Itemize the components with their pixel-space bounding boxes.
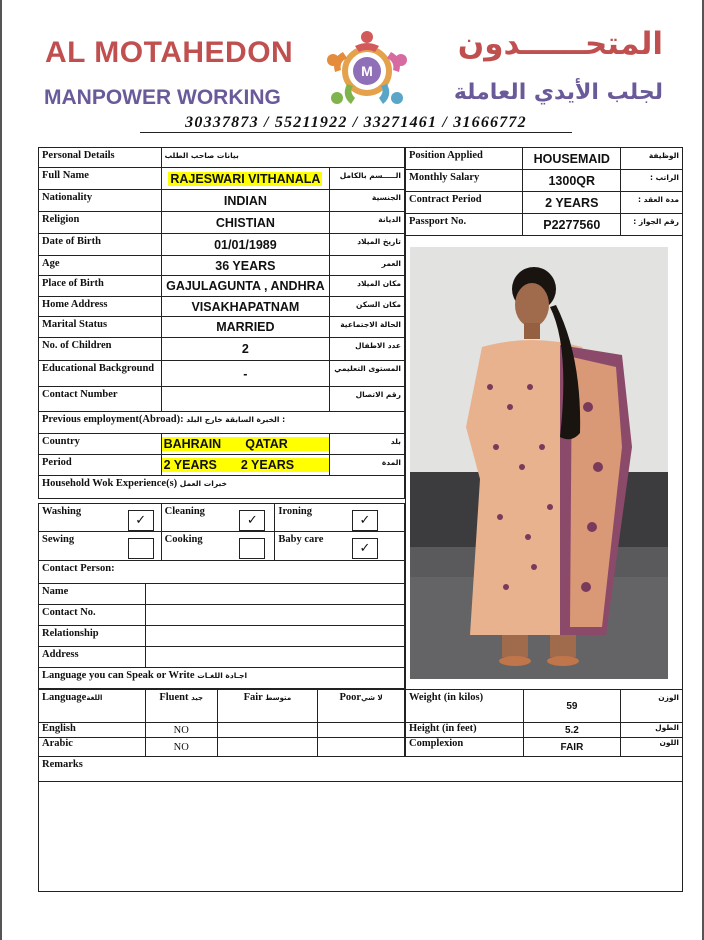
- personal-details-heading-ar: بيانات صاحب الطلب: [161, 148, 404, 168]
- row-label-ar: مكان الميلاد: [330, 276, 405, 297]
- company-logo-icon: [317, 28, 417, 114]
- english-fair: [217, 723, 318, 738]
- table-row: [406, 192, 683, 214]
- row-label: Place of Birth: [39, 276, 162, 297]
- country-values: BAHRAIN QATAR: [161, 434, 330, 455]
- row-label-ar: الـــــسم بالكامل: [330, 168, 405, 190]
- row-label: Nationality: [39, 190, 162, 212]
- row-label-ar: المستوى التعليمي: [330, 361, 405, 387]
- row-label-ar: اللون: [621, 738, 683, 757]
- row-label-ar: الطول: [621, 723, 683, 738]
- logo-letter: M: [361, 63, 373, 79]
- arabic-fair: [217, 738, 318, 757]
- full-name-value: RAJESWARI VITHANALA: [161, 168, 330, 190]
- table-row: [39, 626, 405, 647]
- household-skills-table: [38, 503, 405, 561]
- table-row: [39, 297, 405, 317]
- table-row: [39, 455, 405, 476]
- lang-header: Languageاللغة: [39, 690, 146, 723]
- row-label-ar: الحالة الاجتماعية: [330, 317, 405, 338]
- education-value: -: [161, 361, 330, 387]
- contract-value: 2 YEARS: [523, 192, 621, 214]
- address-value: [145, 647, 404, 668]
- row-label-ar: الديانة: [330, 212, 405, 234]
- table-row: [39, 584, 405, 605]
- row-label-ar: الراتب :: [621, 170, 683, 192]
- page-border-left: [0, 0, 2, 940]
- table-row: [39, 738, 405, 757]
- row-label: Complexion: [406, 738, 524, 757]
- row-label-ar: رقم الجواز :: [621, 214, 683, 236]
- height-value: 5.2: [523, 723, 621, 738]
- company-name-en: AL MOTAHEDON: [45, 36, 294, 69]
- contact-person-table: [38, 560, 405, 689]
- row-label-ar: تاريخ الميلاد: [330, 234, 405, 256]
- table-row: [39, 256, 405, 276]
- languages-heading: Language you can Speak or Write اجـادة اللغـات: [39, 668, 405, 689]
- table-row: [39, 317, 405, 338]
- weight-value: 59: [523, 690, 621, 723]
- contact-number-value: [161, 387, 330, 412]
- table-row: [39, 723, 405, 738]
- company-name-ar: المتحــــــدون: [457, 26, 663, 62]
- table-row: [406, 170, 683, 192]
- place-of-birth-value: GAJULAGUNTA , ANDHRA: [161, 276, 330, 297]
- personal-details-heading: Personal Details: [39, 148, 162, 168]
- dob-value: 01/01/1989: [161, 234, 330, 256]
- row-label-ar: مكان السكن: [330, 297, 405, 317]
- table-row: [39, 532, 405, 561]
- table-row: [406, 690, 683, 723]
- row-label-ar: المدة: [330, 455, 405, 476]
- table-row: [406, 723, 683, 738]
- fluent-header: Fluent جيد: [145, 690, 217, 723]
- religion-value: CHISTIAN: [161, 212, 330, 234]
- arabic-poor: [318, 738, 405, 757]
- table-row: [39, 361, 405, 387]
- row-label: Age: [39, 256, 162, 276]
- salary-value: 1300QR: [523, 170, 621, 192]
- position-value: HOUSEMAID: [523, 148, 621, 170]
- skill-ironing: Ironing ✓: [275, 504, 405, 532]
- row-label-ar: الجنسية: [330, 190, 405, 212]
- candidate-photo: [410, 247, 668, 679]
- remarks-table: [38, 756, 683, 892]
- nationality-value: INDIAN: [161, 190, 330, 212]
- row-label: Educational Background: [39, 361, 162, 387]
- english-poor: [318, 723, 405, 738]
- household-experience-heading: Household Wok Experience(s) خبرات العمل: [39, 476, 405, 499]
- row-label: Height (in feet): [406, 723, 524, 738]
- row-label-ar: رقم الاتصال: [330, 387, 405, 412]
- contact-no-value: [145, 605, 404, 626]
- row-label: Date of Birth: [39, 234, 162, 256]
- row-label-ar: العمر: [330, 256, 405, 276]
- row-label-ar: مدة العقد :: [621, 192, 683, 214]
- row-label: Position Applied: [406, 148, 523, 170]
- row-label: Contact No.: [39, 605, 146, 626]
- checkbox-washing[interactable]: ✓: [128, 510, 154, 531]
- age-value: 36 YEARS: [161, 256, 330, 276]
- language-name: Arabic: [39, 738, 146, 757]
- skill-cleaning: Cleaning ✓: [161, 504, 275, 532]
- contact-name-value: [145, 584, 404, 605]
- complexion-value: FAIR: [523, 738, 621, 757]
- skill-cooking: Cooking: [161, 532, 275, 561]
- table-row: [39, 387, 405, 412]
- row-label: Home Address: [39, 297, 162, 317]
- contact-person-heading: Contact Person:: [39, 561, 405, 584]
- table-row: [39, 434, 405, 455]
- table-row: [406, 738, 683, 757]
- row-label-ar: الوظيفة: [621, 148, 683, 170]
- row-label: Weight (in kilos): [406, 690, 524, 723]
- checkbox-cleaning[interactable]: ✓: [239, 510, 265, 531]
- row-label: Marital Status: [39, 317, 162, 338]
- row-label: Passport No.: [406, 214, 523, 236]
- personal-details-table: [38, 147, 405, 499]
- physical-table: [405, 689, 683, 757]
- relationship-value: [145, 626, 404, 647]
- table-row: [39, 504, 405, 532]
- row-label: Contact Number: [39, 387, 162, 412]
- marital-status-value: MARRIED: [161, 317, 330, 338]
- checkbox-cooking[interactable]: [239, 538, 265, 559]
- row-label: Country: [39, 434, 162, 455]
- table-row: [39, 647, 405, 668]
- phone-numbers: 30337873 / 55211922 / 33271461 / 31666772: [140, 114, 572, 133]
- row-label-ar: عدد الاطفال: [330, 338, 405, 361]
- row-label: Relationship: [39, 626, 146, 647]
- skill-washing: Washing ✓: [39, 504, 162, 532]
- row-label: Full Name: [39, 168, 162, 190]
- home-address-value: VISAKHAPATNAM: [161, 297, 330, 317]
- period-values: 2 YEARS 2 YEARS: [161, 455, 330, 476]
- languages-table: [38, 689, 405, 757]
- row-label: Period: [39, 455, 162, 476]
- row-label-ar: بلد: [330, 434, 405, 455]
- table-row: [39, 605, 405, 626]
- table-row: [39, 212, 405, 234]
- children-value: 2: [161, 338, 330, 361]
- remarks-label: Remarks: [39, 757, 683, 782]
- remarks-body: [39, 782, 683, 892]
- english-fluent: NO: [145, 723, 217, 738]
- checkbox-baby-care[interactable]: ✓: [352, 538, 378, 559]
- table-row: [39, 190, 405, 212]
- table-row: [406, 214, 683, 236]
- company-tagline-en: MANPOWER WORKING: [44, 86, 281, 109]
- row-label: Address: [39, 647, 146, 668]
- row-label: Name: [39, 584, 146, 605]
- checkbox-ironing[interactable]: ✓: [352, 510, 378, 531]
- arabic-fluent: NO: [145, 738, 217, 757]
- row-label-ar: الوزن: [621, 690, 683, 723]
- table-row: [39, 234, 405, 256]
- poor-header: Poorلا شي: [318, 690, 405, 723]
- table-row: [39, 338, 405, 361]
- passport-value: P2277560: [523, 214, 621, 236]
- language-name: English: [39, 723, 146, 738]
- previous-employment-heading: Previous employment(Abroad): الخبرة السابقة خارج البلد :: [39, 412, 405, 434]
- table-row: [39, 168, 405, 190]
- row-label: No. of Children: [39, 338, 162, 361]
- table-row: [39, 690, 405, 723]
- skill-sewing: Sewing: [39, 532, 162, 561]
- skill-baby-care: Baby care ✓: [275, 532, 405, 561]
- row-label: Religion: [39, 212, 162, 234]
- table-row: [406, 148, 683, 170]
- checkbox-sewing[interactable]: [128, 538, 154, 559]
- company-tagline-ar: لجلب الأيدي العاملة: [453, 80, 663, 105]
- row-label: Monthly Salary: [406, 170, 523, 192]
- row-label: Contract Period: [406, 192, 523, 214]
- fair-header: Fair متوسط: [217, 690, 318, 723]
- table-row: [39, 276, 405, 297]
